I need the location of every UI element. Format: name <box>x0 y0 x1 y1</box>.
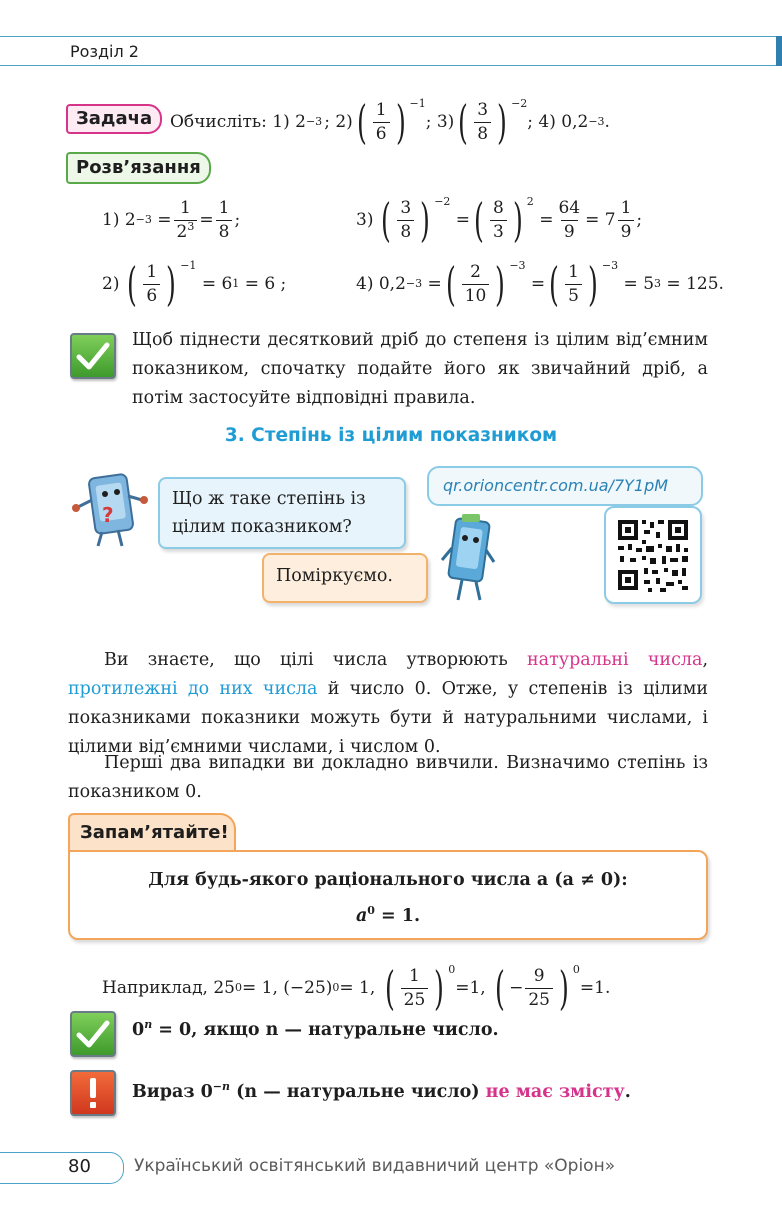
section-label: Розділ 2 <box>70 42 139 61</box>
page-number: 80 <box>0 1152 124 1184</box>
task-prompt: Обчисліть: 1) 2 <box>170 112 306 132</box>
robot-character-icon <box>70 470 152 554</box>
warning-rule: Вираз $0^{-n}$ (n — натуральне число) не має змісту. <box>132 1080 631 1102</box>
check-icon-2 <box>70 1011 116 1057</box>
qr-code-icon[interactable] <box>606 508 700 602</box>
svg-text:?: ? <box>102 503 114 527</box>
solution-3: 3) ( $\frac{3}{8}$ ) −2 = ( $\frac{8}{3}$ ) 2 = $\frac{64}{9}$ = 7 $\frac{1}{9}$ ; <box>356 193 643 247</box>
robot-character-icon-2 <box>440 514 498 610</box>
solution-badge: Розв’язання <box>66 152 211 184</box>
task-item-4: ; 4) 0,2 <box>527 112 589 132</box>
solution-2: 2) ( $\frac{1}{6}$ ) −1 = 6 1 = 6 ; <box>102 257 287 311</box>
body-paragraph-1: Ви знаєте, що цілі числа утворюють натуральні числа, протилежні до них числа й число 0. Отже, у степенів із цілими показниками показники можуть бути й натуральними числами, і цілими від’ємними числами, і числом 0. <box>68 650 709 757</box>
remember-rule: Для будь-якого раціонального числа a (a ≠ 0): <box>148 870 628 890</box>
task-fraction-3: ( $\frac{3}{8}$ ) −2 <box>458 95 528 149</box>
answer-bubble: Поміркуємо. <box>262 553 428 603</box>
task-end: . <box>604 112 610 132</box>
example-line: Наприклад, 25 0 = 1, (−25) 0 = 1, ( $\frac{1}{25}$ ) 0 =1, ( − $\frac{9}{25}$ ) 0 =1. <box>102 961 611 1015</box>
qr-code-frame <box>604 506 702 604</box>
rule-zero-power: $0^n = 0$, якщо n — натуральне число. <box>132 1018 499 1040</box>
check-icon <box>70 333 116 379</box>
qr-link[interactable]: qr.orioncentr.com.ua/7Y1pM <box>427 466 703 506</box>
task-item-2-label: ; 2) <box>324 112 353 132</box>
section-heading: 3. Степінь із цілим показником <box>224 425 558 446</box>
remember-box <box>68 850 708 940</box>
tip-decimal-fraction: Щоб піднести десятковий дріб до степеня із цілим від’ємним показником, спочатку подайте його як звичайний дріб, а потім застосуйте відповідні правила. <box>132 330 708 408</box>
task-statement: Обчисліть: 1) 2 −3 ; 2) ( $\frac{1}{6}$ ) −1 ; 3) ( $\frac{3}{8}$ ) −2 ; 4) 0,2 −3 . <box>170 95 610 149</box>
exclamation-icon <box>70 1070 116 1116</box>
task-fraction-2: ( $\frac{1}{6}$ ) −1 <box>356 95 426 149</box>
publisher-line: Український освітянський видавничий центр «Оріон» <box>134 1156 616 1176</box>
header-accent <box>776 36 782 66</box>
solution-4: 4) 0,2 −3 = ( $\frac{2}{10}$ ) −3 = ( $\frac{1}{5}$ ) −3 = 5 3 = 125. <box>356 257 724 311</box>
task-item-3-label: ; 3) <box>425 112 455 132</box>
body-paragraph-2: Перші два випадки ви докладно вивчили. Визначимо степінь із показником 0. <box>68 753 708 802</box>
remember-formula: $a^0 = 1$. <box>355 904 421 926</box>
term-natural-numbers: натуральні числа <box>527 650 703 670</box>
remember-badge: Запам’ятайте! <box>68 813 236 851</box>
solution-1: 1) 2 −3 = $\frac{1}{2^3}$ = $\frac{1}{8}$ ; <box>102 197 241 242</box>
term-opposite-numbers: протилежні до них числа <box>68 679 318 699</box>
task-badge: Задача <box>66 104 162 134</box>
question-bubble: Що ж таке степінь із цілим показником? <box>158 477 406 549</box>
